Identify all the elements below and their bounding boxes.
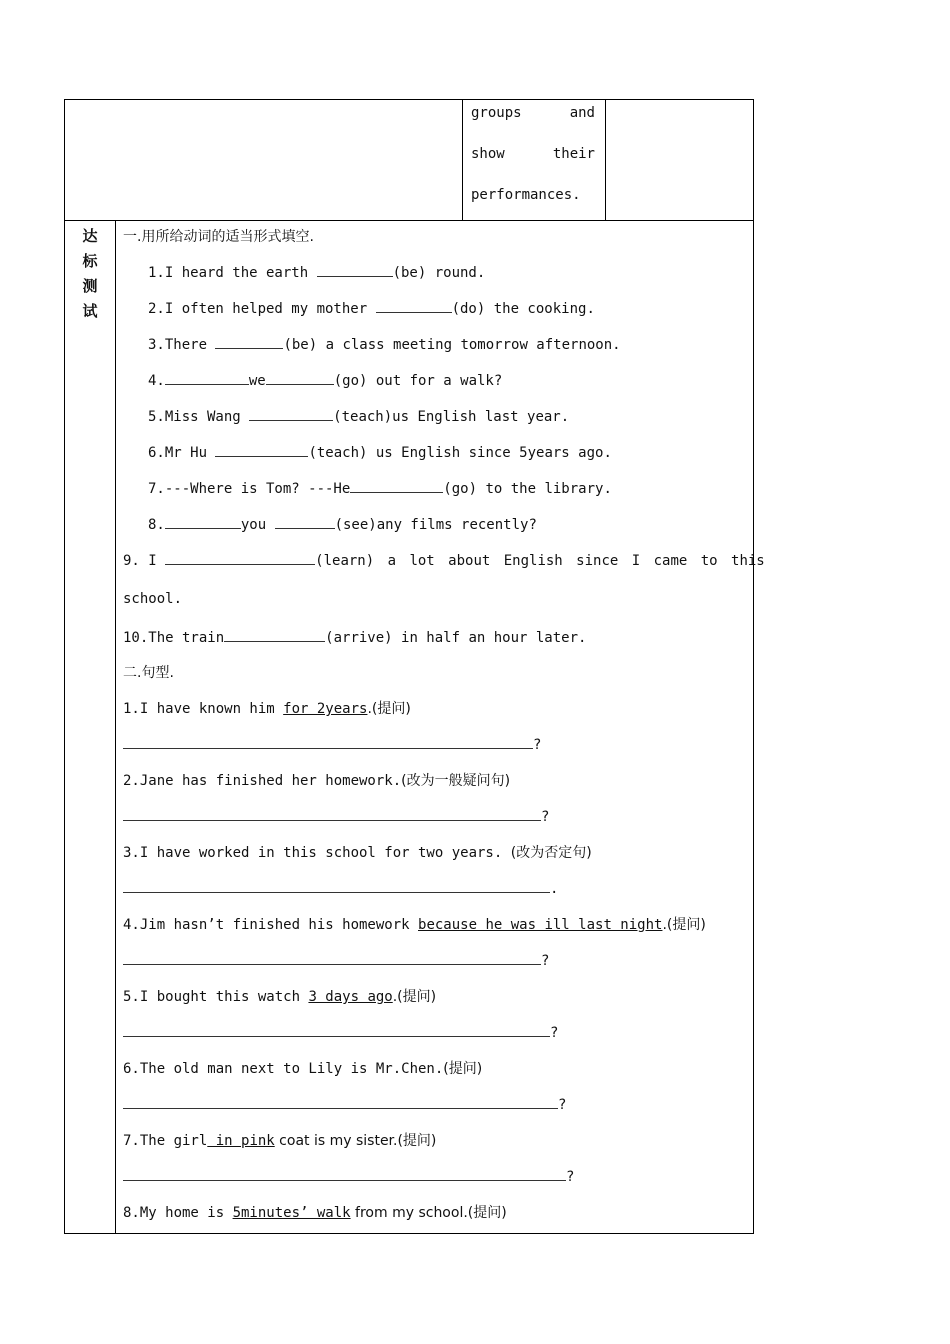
blank-field[interactable]: [215, 334, 283, 349]
word: performances.: [471, 187, 581, 203]
fill-item-9: [123, 550, 765, 569]
table-top-row: [64, 99, 754, 220]
underlined-phrase: 5minutes’ walk: [232, 1205, 351, 1221]
activity-line-1: [471, 105, 595, 121]
item-text: 4.Jim hasn’t finished his homework: [123, 917, 419, 933]
fill-item-8: [148, 514, 537, 533]
table-cell-left: [65, 100, 463, 221]
item-text: (teach)us English last year.: [333, 409, 570, 425]
side-label-char: 试: [82, 302, 98, 320]
activity-line-3: [471, 187, 595, 203]
fill-item-10: [123, 627, 586, 646]
item-text: 2.Jane has finished her homework.: [123, 773, 402, 789]
item-text: 4.: [148, 373, 165, 389]
item-text: you: [240, 517, 275, 533]
pattern-item-2: [123, 770, 510, 790]
blank-field[interactable]: [165, 514, 241, 529]
answer-line-6: [123, 1094, 566, 1113]
fill-item-7: [148, 478, 612, 497]
fill-item-5: [148, 406, 569, 425]
pattern-item-6: [123, 1058, 482, 1078]
end-mark: ?: [566, 1169, 575, 1185]
item-text: 10.The train: [123, 630, 225, 646]
pattern-item-4: [123, 914, 706, 934]
item-text: 8.My home is: [123, 1205, 233, 1221]
fill-item-4: [148, 370, 502, 389]
end-mark: ?: [541, 953, 550, 969]
activity-line-2: [471, 146, 595, 162]
side-label-char: 测: [82, 277, 98, 295]
blank-field[interactable]: [376, 298, 452, 313]
word: and: [569, 105, 595, 121]
underlined-phrase: for 2years: [283, 701, 368, 717]
item-text: we: [248, 373, 266, 389]
side-label-column: [65, 221, 116, 1233]
blank-field[interactable]: [249, 406, 333, 421]
instruction-text: coat is my sister.(提问): [274, 1133, 437, 1149]
section2-heading: 二.句型.: [123, 665, 174, 681]
section1-heading: 一.用所给动词的适当形式填空.: [123, 229, 314, 245]
answer-field[interactable]: [123, 1022, 550, 1037]
instruction-text: from my school.(提问): [350, 1205, 507, 1221]
item-text: (go) out for a walk?: [333, 373, 503, 389]
item-text: 7.---Where is Tom? ---He: [148, 481, 351, 497]
table-cell-right: [606, 100, 755, 221]
fill-item-1: [148, 262, 485, 281]
answer-field[interactable]: [123, 1094, 558, 1109]
item-text: 7.The girl: [123, 1133, 208, 1149]
blank-field[interactable]: [165, 370, 249, 385]
item-text: 3.There: [148, 337, 216, 353]
fill-item-2: [148, 298, 595, 317]
fill-item-6: [148, 442, 612, 461]
end-mark: ?: [558, 1097, 567, 1113]
item-text: 6.Mr Hu: [148, 445, 216, 461]
item-text: (be) round.: [392, 265, 486, 281]
word: show: [471, 146, 505, 162]
side-label-char: 达: [82, 227, 98, 245]
answer-line-3: [123, 878, 558, 897]
answer-field[interactable]: [123, 806, 541, 821]
instruction-text: .(提问): [662, 917, 706, 933]
item-text: 2.I often helped my mother: [148, 301, 376, 317]
blank-field[interactable]: [350, 478, 443, 493]
item-text: (see)any films recently?: [334, 517, 537, 533]
item-text: 1.I heard the earth: [148, 265, 317, 281]
pattern-item-5: [123, 986, 436, 1006]
answer-field[interactable]: [123, 878, 550, 893]
answer-field[interactable]: [123, 1166, 566, 1181]
item-text: (go) to the library.: [443, 481, 612, 497]
item-text: 1.I have known him: [123, 701, 284, 717]
pattern-item-1: [123, 698, 411, 718]
blank-field[interactable]: [317, 262, 393, 277]
item-text: 6.The old man next to Lily is Mr.Chen.: [123, 1061, 444, 1077]
pattern-item-7: [123, 1130, 436, 1150]
table-cell-activity: [462, 100, 606, 221]
blank-field[interactable]: [275, 514, 335, 529]
item-text: 5.I bought this watch: [123, 989, 309, 1005]
item-text: 8.: [148, 517, 165, 533]
side-label-char: 标: [82, 252, 98, 270]
fill-item-3: [148, 334, 621, 353]
item-text: (do) the cooking.: [451, 301, 595, 317]
answer-line-2: [123, 806, 549, 825]
instruction-text: (改为否定句): [510, 845, 592, 861]
item-text: 5.Miss Wang: [148, 409, 250, 425]
instruction-text: .(提问): [367, 701, 411, 717]
blank-field[interactable]: [266, 370, 334, 385]
pattern-item-3: [123, 842, 592, 862]
item-text: 9. I: [123, 553, 166, 569]
answer-field[interactable]: [123, 734, 533, 749]
fill-item-9-continued: school.: [123, 591, 183, 607]
word: their: [552, 146, 595, 162]
item-text: (arrive) in half an hour later.: [325, 630, 587, 646]
underlined-phrase: because he was ill last night: [418, 917, 663, 933]
answer-line-7: [123, 1166, 574, 1185]
item-text: (learn) a lot about English since I came to this: [315, 553, 765, 569]
pattern-item-8: [123, 1202, 507, 1222]
answer-line-4: [123, 950, 549, 969]
word: groups: [471, 105, 522, 121]
answer-line-5: [123, 1022, 558, 1041]
item-text: (teach) us English since 5years ago.: [308, 445, 612, 461]
end-mark: ?: [541, 809, 550, 825]
item-text: 3.I have worked in this school for two years.: [123, 845, 511, 861]
underlined-phrase: in pink: [207, 1133, 275, 1149]
end-mark: .: [550, 881, 559, 897]
blank-field[interactable]: [215, 442, 308, 457]
blank-field[interactable]: [224, 627, 325, 642]
blank-field[interactable]: [165, 550, 315, 565]
end-mark: ?: [550, 1025, 559, 1041]
underlined-phrase: 3 days ago: [308, 989, 393, 1005]
instruction-text: .(提问): [392, 989, 437, 1005]
item-text: (be) a class meeting tomorrow afternoon.: [283, 337, 621, 353]
answer-line-1: [123, 734, 541, 753]
end-mark: ?: [533, 737, 542, 753]
instruction-text: (改为一般疑问句): [401, 773, 511, 789]
instruction-text: (提问): [443, 1061, 483, 1077]
answer-field[interactable]: [123, 950, 541, 965]
